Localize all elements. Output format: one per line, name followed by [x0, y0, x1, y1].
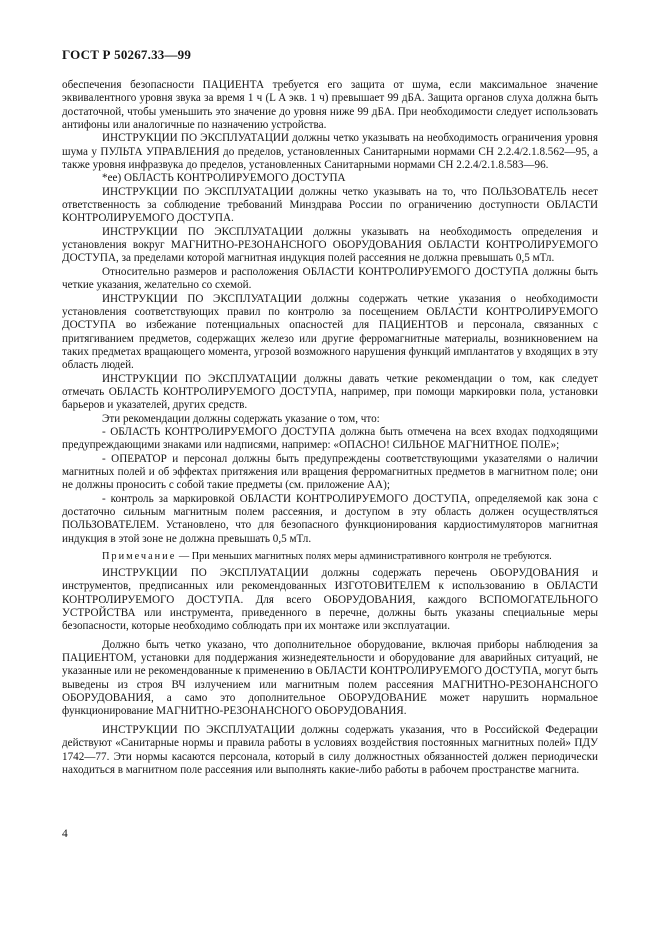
document-header: ГОСТ Р 50267.33—99 — [62, 47, 192, 62]
paragraph-marking-recommendations: ИНСТРУКЦИИ ПО ЭКСПЛУАТАЦИИ должны давать четкие рекомендации о том, как следует отмечать ОБЛАСТЬ КОНТРОЛИРУЕМОГО ДОСТУПА, например, при помощи маркировки пола, установки барьеров и указателей, других средств. — [62, 372, 598, 412]
note-text: — При меньших магнитных полях меры административного контроля не требуются. — [176, 551, 552, 563]
paragraph-area-size: Относительно размеров и расположения ОБЛАСТИ КОНТРОЛИРУЕМОГО ДОСТУПА должны быть четкие указания, желательно со схемой. — [62, 265, 598, 292]
document-body — [62, 79, 598, 777]
list-item-warning-signs: - ОБЛАСТЬ КОНТРОЛИРУЕМОГО ДОСТУПА должна быть отмечена на всех входах подходящими предупреждающими знаками или надписями, например: «ОПАСНО! СИЛЬНОЕ МАГНИТНОЕ ПОЛЕ»; — [62, 425, 598, 452]
paragraph-sanitary-norms: ИНСТРУКЦИИ ПО ЭКСПЛУАТАЦИИ должны содержать указания, что в Российской Федерации действуют «Санитарные нормы и правила работы в условиях воздействия постоянных магнитных полей» ПДУ 1742—77. Эти нормы касаются персонала, который в силу должностных обязанностей должен периодически находиться в магнитном поле рассеяния или выполнять какие-либо работы в рабочем пространстве магнита. — [62, 723, 598, 776]
paragraph-recommendations-intro: Эти рекомендации должны содержать указание о том, что: — [102, 412, 380, 425]
list-item-user-control: - контроль за маркировкой ОБЛАСТИ КОНТРОЛИРУЕМОГО ДОСТУПА, определяемой как зона с достаточно сильным магнитным полем рассеяния, и доступом в эту область должен осуществляться ПОЛЬЗОВАТЕЛЕМ. Установлено, что для безопасного функционирования кардиостимуляторов магнитная индукция в этой зоне не должна превышать 0,5 мТл. — [62, 492, 598, 545]
paragraph-area-definition: ИНСТРУКЦИИ ПО ЭКСПЛУАТАЦИИ должны указывать на необходимость определения и установления вокруг МАГНИТНО-РЕЗОНАНСНОГО ОБОРУДОВАНИЯ ОБЛАСТИ КОНТРОЛИРУЕМОГО ДОСТУПА, за пределами которой магнитная индукция полей рассеяния не должна превышать 0,5 мТл. — [62, 225, 598, 265]
note — [62, 550, 598, 563]
paragraph-additional-equipment: Должно быть четко указано, что дополнительное оборудование, включая приборы наблюдения за ПАЦИЕНТОМ, установки для поддержания жизнедеятельности и оборудование для аварийных ситуаций, не указанные или не рекомендованные к применению в ОБЛАСТИ КОНТРОЛИРУЕМОГО ДОСТУПА, могут быть выведены из строя ВЧ излучением или магнитным полем рассеяния МАГНИТНО-РЕЗОНАНСНОГО ОБОРУДОВАНИЯ, а само это дополнительное ОБОРУДОВАНИЕ может нарушить нормальное функционирование МАГНИТНО-РЕЗОНАНСНОГО ОБОРУДОВАНИЯ. — [62, 638, 598, 718]
paragraph-user-responsibility: ИНСТРУКЦИИ ПО ЭКСПЛУАТАЦИИ должны четко указывать на то, что ПОЛЬЗОВАТЕЛЬ несет ответственность за соблюдение требований Минздрава России по ограничению доступности ОБЛАСТИ КОНТРОЛИРУЕМОГО ДОСТУПА. — [62, 185, 598, 225]
paragraph-noise-limits: ИНСТРУКЦИИ ПО ЭКСПЛУАТАЦИИ должны четко указывать на необходимость ограничения уровня шума у ПУЛЬТА УПРАВЛЕНИЯ до пределов, установленных Санитарными нормами СН 2.2.4/2.1.8.562—95, а также уровня инфразвука до пределов, установленных Санитарными нормами СН 2.2.4/2.1.8.583—96. — [62, 132, 598, 172]
note-label: Примечание — [102, 551, 177, 563]
page-number: 4 — [62, 828, 68, 840]
paragraph-visit-rules: ИНСТРУКЦИИ ПО ЭКСПЛУАТАЦИИ должны содержать четкие указания о необходимости установления соответствующих правил по контролю за посещением ОБЛАСТИ КОНТРОЛИРУЕМОГО ДОСТУПА во избежание потенциальных опасностей для ПАЦИЕНТОВ и персонала, связанных с притягиванием предметов, содержащих железо или другие ферромагнитные материалы, возникновением на таких предметах вращающего момента, угрозой возможного нарушения функций имплантатов у входящих в эту область людей. — [62, 292, 598, 372]
section-heading-controlled-access: *ее) ОБЛАСТЬ КОНТРОЛИРУЕМОГО ДОСТУПА — [102, 172, 346, 185]
paragraph-noise-protection: обеспечения безопасности ПАЦИЕНТА требуется его защита от шума, если максимальное значение эквивалентного уровня звука за время 1 ч (L A экв. 1 ч) превышает 99 дБА. Защита органов слуха должна быть достаточной, чтобы уменьшить это значение до уровня ниже 99 дБА. При необходимости следует использовать антифоны или аналогичные по назначению устройства. — [62, 79, 598, 132]
paragraph-equipment-list: ИНСТРУКЦИИ ПО ЭКСПЛУАТАЦИИ должны содержать перечень ОБОРУДОВАНИЯ и инструментов, предписанных или рекомендованных ИЗГОТОВИТЕЛЕМ к использованию в ОБЛАСТИ КОНТРОЛИРУЕМОГО ДОСТУПА. Для всего ОБОРУДОВАНИЯ, каждого ВСПОМОГАТЕЛЬНОГО УСТРОЙСТВА или инструмента, приведенного в перечне, должны быть указаны специальные меры безопасности, которые необходимо соблюдать при их монтаже или эксплуатации. — [62, 567, 598, 633]
list-item-operator-warning: - ОПЕРАТОР и персонал должны быть предупреждены соответствующими указателями о наличии магнитных полей и об эффектах притяжения или вращения ферромагнитных предметов в магнитном поле; они не должны проносить с собой такие предметы (см. приложение АА); — [62, 452, 598, 492]
